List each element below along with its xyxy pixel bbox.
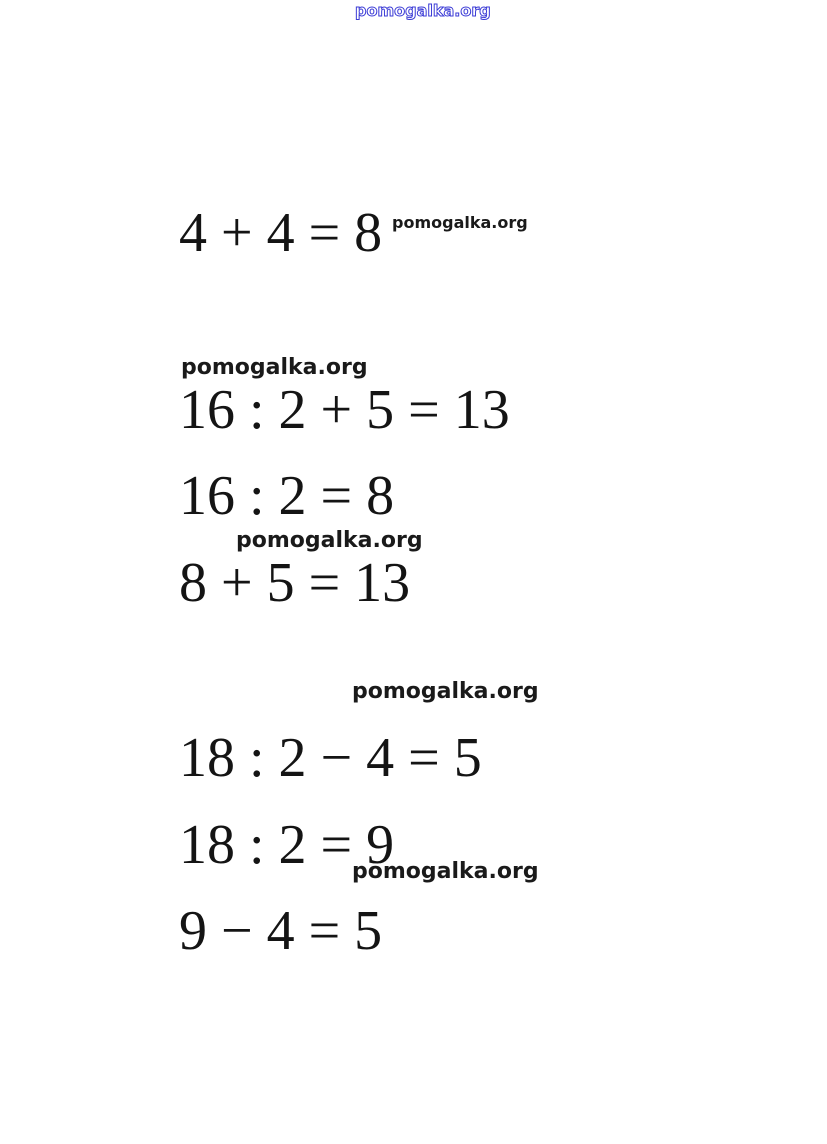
equation-2: 16 : 2 + 5 = 13 xyxy=(179,379,510,441)
watermark: pomogalka.org xyxy=(181,355,368,380)
watermark: pomogalka.org xyxy=(352,859,539,884)
watermark: pomogalka.org xyxy=(236,528,423,553)
equation-3: 16 : 2 = 8 xyxy=(179,465,395,527)
watermark: pomogalka.org xyxy=(392,213,528,232)
equation-4: 8 + 5 = 13 xyxy=(179,552,411,614)
equation-6: 18 : 2 = 9 xyxy=(179,814,395,876)
equation-7: 9 − 4 = 5 xyxy=(179,900,383,962)
equation-5: 18 : 2 − 4 = 5 xyxy=(179,727,482,789)
header-watermark: pomogalka.org xyxy=(355,1,491,20)
equation-1: 4 + 4 = 8 xyxy=(179,202,383,264)
watermark: pomogalka.org xyxy=(352,679,539,704)
